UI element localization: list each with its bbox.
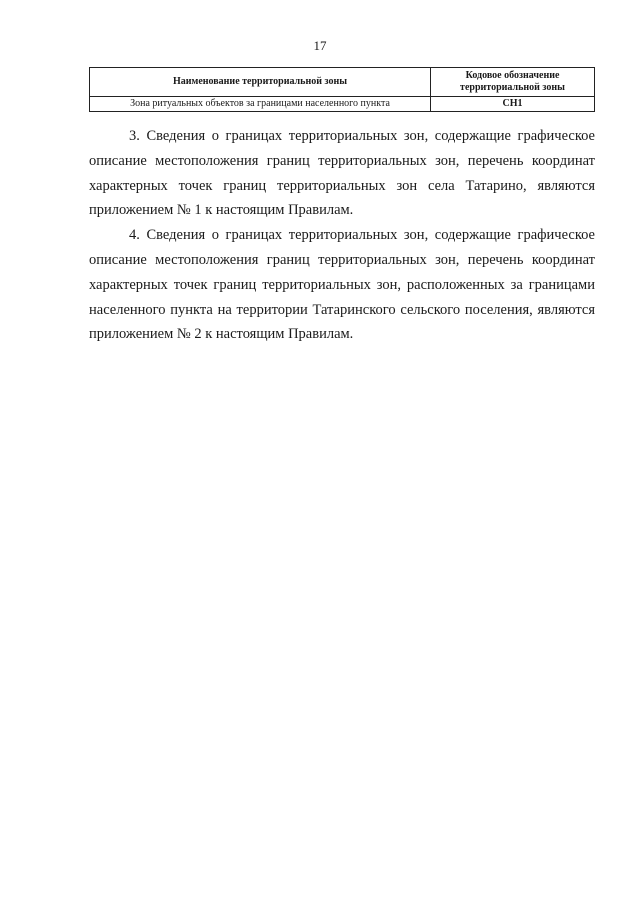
- header-zone-code: Кодовое обозначение территориальной зоны: [431, 68, 595, 97]
- paragraph-3: 3. Сведения о границах территориальных зон, содержащие графическое описание местоположения границ территориальных зон, перечень координат характерных точек границ территориальных зон села Татарино, являются приложением № 1 к настоящим Правилам.: [89, 128, 595, 219]
- table-row: [90, 97, 595, 112]
- header-zone-name: Наименование территориальной зоны: [90, 68, 431, 97]
- cell-zone-code: СН1: [431, 97, 595, 112]
- paragraph-4: 4. Сведения о границах территориальных зон, содержащие графическое описание местоположения границ территориальных зон, перечень координат характерных точек границ территориальных зон, расположенных за границами населенного пункта на территории Татаринского сельского поселения, являются приложением № 2 к настоящим Правилам.: [89, 227, 595, 343]
- cell-zone-name: Зона ритуальных объектов за границами населенного пункта: [90, 97, 431, 112]
- table-header-row: [90, 68, 595, 97]
- page-number: 17: [313, 38, 327, 53]
- body-text: [89, 124, 595, 347]
- territorial-zones-table: [89, 67, 595, 112]
